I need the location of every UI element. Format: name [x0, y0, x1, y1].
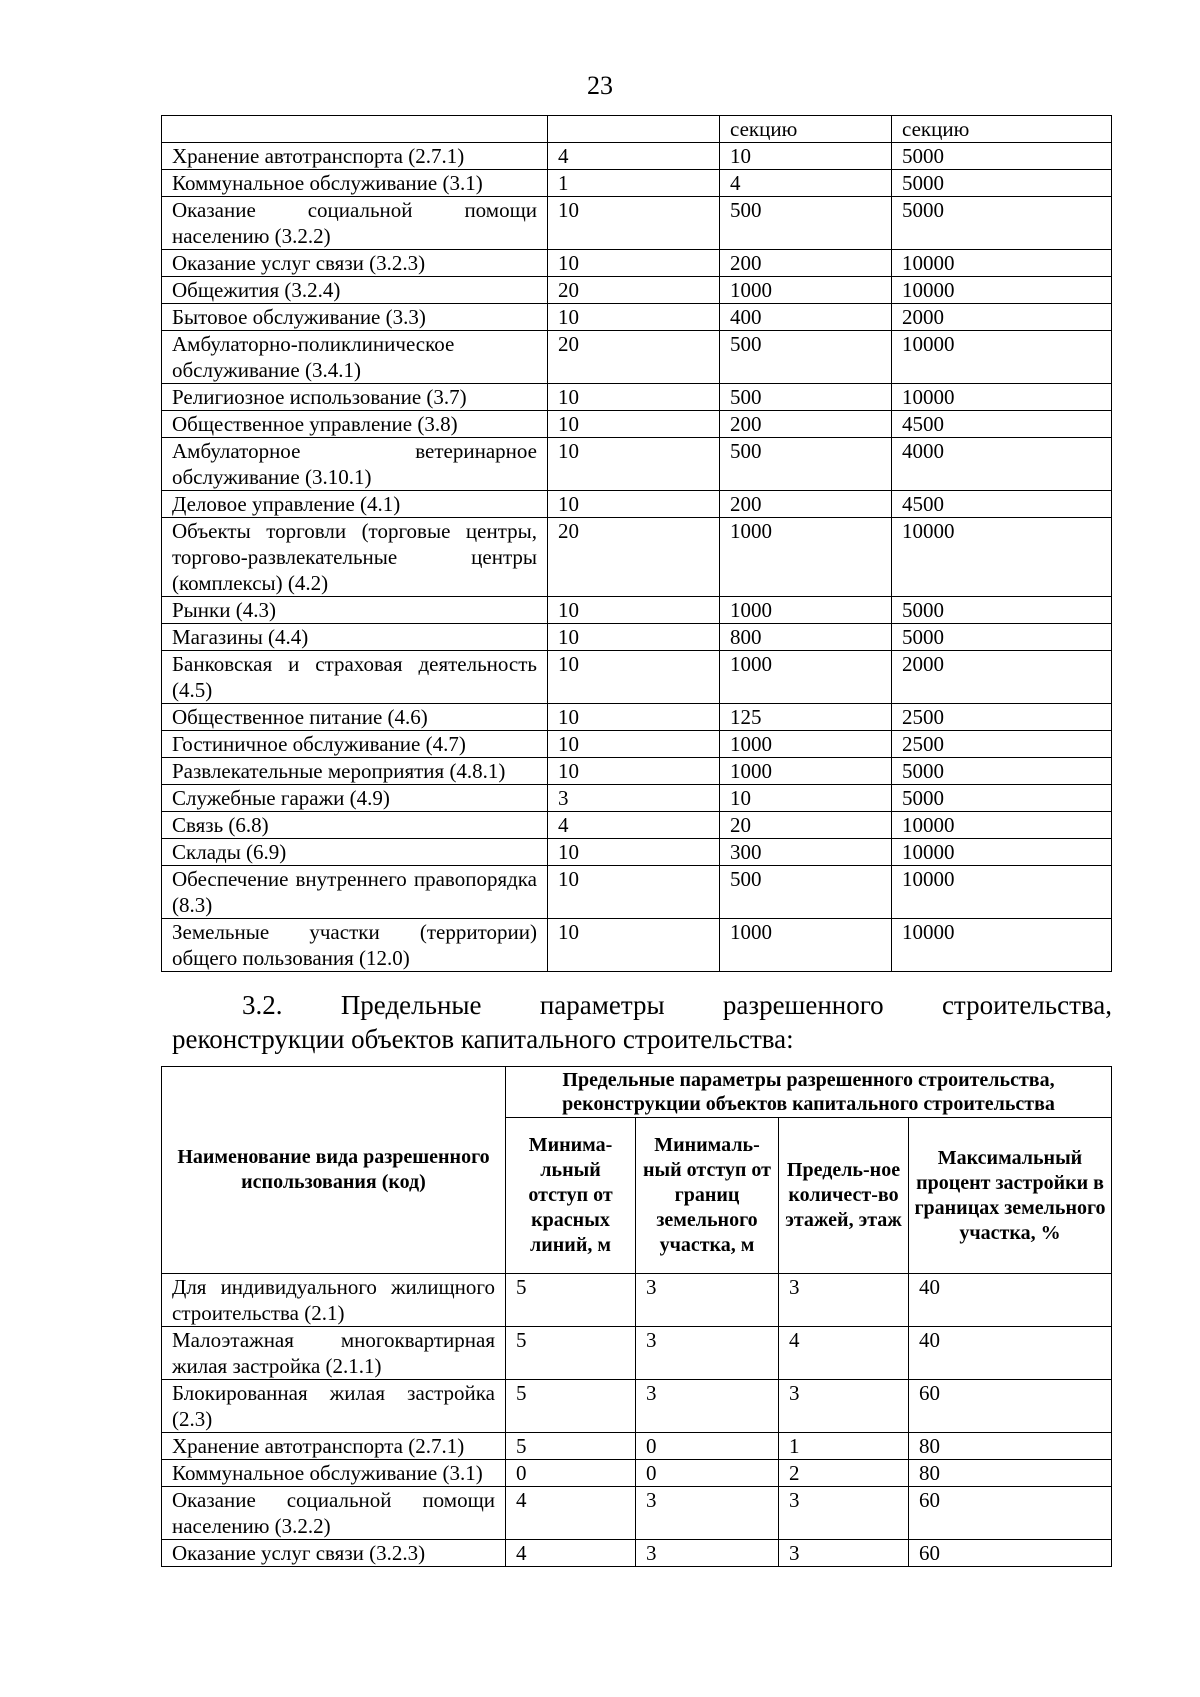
- table-cell-value: 3: [779, 1380, 909, 1433]
- table-cell-value: 10: [548, 384, 720, 411]
- table-row: [162, 143, 1112, 170]
- table-cell-name: Деловое управление (4.1): [162, 491, 548, 518]
- table-cell-value: 3: [636, 1274, 779, 1327]
- table-row: [162, 1433, 1112, 1460]
- table-cell-value: 10: [548, 866, 720, 919]
- table-cell-value: 1000: [720, 758, 892, 785]
- table-cell-name: Оказание услуг связи (3.2.3): [162, 250, 548, 277]
- table-cell-name: Общежития (3.2.4): [162, 277, 548, 304]
- section-word: параметры: [539, 990, 665, 1020]
- table-cell-name: Общественное управление (3.8): [162, 411, 548, 438]
- table-cell-value: 4500: [892, 411, 1112, 438]
- table-row: [162, 197, 1112, 250]
- table-cell-value: 10: [548, 491, 720, 518]
- table-cell-value: 1000: [720, 277, 892, 304]
- table-cell-value: 5000: [892, 170, 1112, 197]
- table-cell-value: 10000: [892, 812, 1112, 839]
- table-cell-value: 500: [720, 866, 892, 919]
- table-cell-value: 2500: [892, 731, 1112, 758]
- table-cell-value: 500: [720, 197, 892, 250]
- table-row: [162, 277, 1112, 304]
- section-word: Предельные: [340, 990, 482, 1020]
- section-heading: [172, 988, 1112, 1056]
- table-cell-value: 1000: [720, 597, 892, 624]
- table-cell-name: Оказание социальной помощи населению (3.2.2): [162, 1487, 506, 1540]
- section-heading-line-2: реконструкции объектов капитального строительства:: [172, 1024, 794, 1054]
- table-cell-value: 4000: [892, 438, 1112, 491]
- table-cell-value: 5000: [892, 758, 1112, 785]
- table-cell-name: Земельные участки (территории) общего пользования (12.0): [162, 919, 548, 972]
- table-cell-value: 10: [720, 143, 892, 170]
- table-cell-value: 1000: [720, 919, 892, 972]
- table-cell-value: 5: [506, 1327, 636, 1380]
- table-cell-name: Связь (6.8): [162, 812, 548, 839]
- table-row: [162, 919, 1112, 972]
- table-cell-value: 2000: [892, 651, 1112, 704]
- table-cell-value: 3: [779, 1274, 909, 1327]
- table-cell-value: 4: [720, 170, 892, 197]
- table-cell-value: 3: [636, 1487, 779, 1540]
- table-cell-name: Религиозное использование (3.7): [162, 384, 548, 411]
- table-cell-value: 60: [909, 1380, 1112, 1433]
- section-heading-line-1: [172, 988, 1112, 1022]
- table-row: [162, 250, 1112, 277]
- table-cell-name: Служебные гаражи (4.9): [162, 785, 548, 812]
- table-cell-name: Хранение автотранспорта (2.7.1): [162, 143, 548, 170]
- table-cell: [548, 116, 720, 143]
- table-cell-name: Хранение автотранспорта (2.7.1): [162, 1433, 506, 1460]
- table-cell-value: 80: [909, 1433, 1112, 1460]
- table-row: [162, 866, 1112, 919]
- table-cell-value: 5: [506, 1433, 636, 1460]
- construction-parameters-table: [161, 1066, 1112, 1567]
- table-cell-value: 1000: [720, 731, 892, 758]
- table-cell-value: 1: [548, 170, 720, 197]
- table-cell-value: 1: [779, 1433, 909, 1460]
- table-cell-value: 80: [909, 1460, 1112, 1487]
- column-header: Минима-льный отступ от красных линий, м: [506, 1118, 636, 1274]
- table-cell-value: 10: [548, 250, 720, 277]
- table-row: [162, 331, 1112, 384]
- table-row: [162, 304, 1112, 331]
- table-row: [162, 438, 1112, 491]
- table-cell-value: 10: [548, 597, 720, 624]
- table-row: [162, 651, 1112, 704]
- table-cell-value: 5000: [892, 624, 1112, 651]
- table-header-row: [162, 1067, 1112, 1118]
- table-cell-name: Объекты торговли (торговые центры, торгово-развлекательные центры (комплексы) (4.2): [162, 518, 548, 597]
- table-cell-value: 40: [909, 1274, 1112, 1327]
- table-cell-value: 10000: [892, 331, 1112, 384]
- table-cell-value: 10000: [892, 277, 1112, 304]
- table-cell-name: Обеспечение внутреннего правопорядка (8.3): [162, 866, 548, 919]
- building-size-table: [161, 115, 1112, 972]
- table-cell-value: 10: [548, 731, 720, 758]
- table-cell-name: Рынки (4.3): [162, 597, 548, 624]
- table-cell: секцию: [892, 116, 1112, 143]
- table-cell-value: 125: [720, 704, 892, 731]
- table-cell-value: 10: [548, 411, 720, 438]
- column-header: Минималь-ный отступ от границ земельного участка, м: [636, 1118, 779, 1274]
- table-cell-name: Для индивидуального жилищного строительства (2.1): [162, 1274, 506, 1327]
- table-cell-name: Коммунальное обслуживание (3.1): [162, 1460, 506, 1487]
- table-row: [162, 411, 1112, 438]
- table-cell-name: Оказание услуг связи (3.2.3): [162, 1540, 506, 1567]
- table-row: [162, 491, 1112, 518]
- table-row-continuation: [162, 116, 1112, 143]
- table-cell-name: Оказание социальной помощи населению (3.2.2): [162, 197, 548, 250]
- table-cell-name: Гостиничное обслуживание (4.7): [162, 731, 548, 758]
- table-cell-value: 3: [548, 785, 720, 812]
- table-cell-name: Малоэтажная многоквартирная жилая застройка (2.1.1): [162, 1327, 506, 1380]
- table-cell-value: 5000: [892, 785, 1112, 812]
- column-header-name: Наименование вида разрешенного использования (код): [162, 1067, 506, 1274]
- table-cell-value: 10: [548, 758, 720, 785]
- table-cell-value: 5: [506, 1274, 636, 1327]
- table-cell-value: 60: [909, 1487, 1112, 1540]
- table-cell-value: 4: [506, 1540, 636, 1567]
- table-cell-value: 10: [548, 624, 720, 651]
- table-cell-value: 20: [548, 277, 720, 304]
- table-cell-value: 10: [548, 839, 720, 866]
- table-cell-value: 0: [506, 1460, 636, 1487]
- table-cell-value: 10000: [892, 866, 1112, 919]
- table-row: [162, 1380, 1112, 1433]
- table-cell-value: 1000: [720, 651, 892, 704]
- table-cell-value: 40: [909, 1327, 1112, 1380]
- column-header: Максимальный процент застройки в границах земельного участка, %: [909, 1118, 1112, 1274]
- table-cell-value: 4: [779, 1327, 909, 1380]
- table-row: [162, 1460, 1112, 1487]
- section-number: 3.2.: [242, 990, 283, 1020]
- table-cell-value: 5000: [892, 143, 1112, 170]
- table-cell-value: 500: [720, 384, 892, 411]
- table-cell-value: 4: [548, 812, 720, 839]
- table-cell-value: 4: [506, 1487, 636, 1540]
- table-cell-value: 200: [720, 411, 892, 438]
- table-cell-value: 400: [720, 304, 892, 331]
- table-cell-name: Амбулаторное ветеринарное обслуживание (3.10.1): [162, 438, 548, 491]
- table-row: [162, 731, 1112, 758]
- table-cell-name: Бытовое обслуживание (3.3): [162, 304, 548, 331]
- table-cell-value: 300: [720, 839, 892, 866]
- table-cell-name: Общественное питание (4.6): [162, 704, 548, 731]
- table-cell-value: 10: [548, 304, 720, 331]
- table-cell-value: 2000: [892, 304, 1112, 331]
- table-cell: секцию: [720, 116, 892, 143]
- table-row: [162, 785, 1112, 812]
- table-cell-value: 1000: [720, 518, 892, 597]
- table-cell-value: 20: [548, 518, 720, 597]
- table-cell-value: 5000: [892, 197, 1112, 250]
- table-row: [162, 1274, 1112, 1327]
- section-word: строительства,: [941, 990, 1112, 1020]
- table-cell-value: 10000: [892, 250, 1112, 277]
- table-cell-value: 0: [636, 1460, 779, 1487]
- table-cell-name: Развлекательные мероприятия (4.8.1): [162, 758, 548, 785]
- table-row: [162, 1327, 1112, 1380]
- table-cell-value: 10: [720, 785, 892, 812]
- table-cell-value: 500: [720, 331, 892, 384]
- table-row: [162, 624, 1112, 651]
- table-cell-value: 200: [720, 491, 892, 518]
- table-cell-value: 800: [720, 624, 892, 651]
- table-cell-name: Банковская и страховая деятельность (4.5): [162, 651, 548, 704]
- table-row: [162, 597, 1112, 624]
- table-cell-name: Коммунальное обслуживание (3.1): [162, 170, 548, 197]
- table-row: [162, 1487, 1112, 1540]
- table-cell-value: 10000: [892, 518, 1112, 597]
- page-number: 23: [587, 71, 613, 100]
- table-row: [162, 384, 1112, 411]
- table-cell-name: Магазины (4.4): [162, 624, 548, 651]
- table-cell-value: 2500: [892, 704, 1112, 731]
- table-row: [162, 1540, 1112, 1567]
- table-row: [162, 518, 1112, 597]
- table-cell-value: 10000: [892, 839, 1112, 866]
- table-row: [162, 170, 1112, 197]
- table-cell-value: 4500: [892, 491, 1112, 518]
- table-row: [162, 758, 1112, 785]
- table-cell-value: 10: [548, 197, 720, 250]
- table-row: [162, 839, 1112, 866]
- table-cell-value: 10: [548, 438, 720, 491]
- table-cell-value: 5: [506, 1380, 636, 1433]
- table-cell-value: 3: [636, 1327, 779, 1380]
- table-row: [162, 704, 1112, 731]
- table-cell-value: 3: [636, 1540, 779, 1567]
- section-word: разрешенного: [722, 990, 884, 1020]
- column-header: Предель-ное количест-во этажей, этаж: [779, 1118, 909, 1274]
- table-cell-value: 3: [779, 1487, 909, 1540]
- table-cell-name: Склады (6.9): [162, 839, 548, 866]
- table-cell-value: 5000: [892, 597, 1112, 624]
- table-cell-name: Амбулаторно-поликлиническое обслуживание (3.4.1): [162, 331, 548, 384]
- table-row: [162, 812, 1112, 839]
- table-cell-name: Блокированная жилая застройка (2.3): [162, 1380, 506, 1433]
- column-group-header: Предельные параметры разрешенного строительства, реконструкции объектов капитального строительства: [506, 1067, 1112, 1118]
- table-cell-value: 200: [720, 250, 892, 277]
- table-cell-value: 3: [779, 1540, 909, 1567]
- table-cell-value: 4: [548, 143, 720, 170]
- table-cell-value: 0: [636, 1433, 779, 1460]
- table-cell-value: 3: [636, 1380, 779, 1433]
- table-cell: [162, 116, 548, 143]
- table-cell-value: 10: [548, 919, 720, 972]
- table-cell-value: 20: [548, 331, 720, 384]
- table-cell-value: 500: [720, 438, 892, 491]
- table-cell-value: 10: [548, 704, 720, 731]
- table-cell-value: 2: [779, 1460, 909, 1487]
- table-cell-value: 10000: [892, 384, 1112, 411]
- table-cell-value: 10: [548, 651, 720, 704]
- table-cell-value: 10000: [892, 919, 1112, 972]
- table-cell-value: 20: [720, 812, 892, 839]
- table-cell-value: 60: [909, 1540, 1112, 1567]
